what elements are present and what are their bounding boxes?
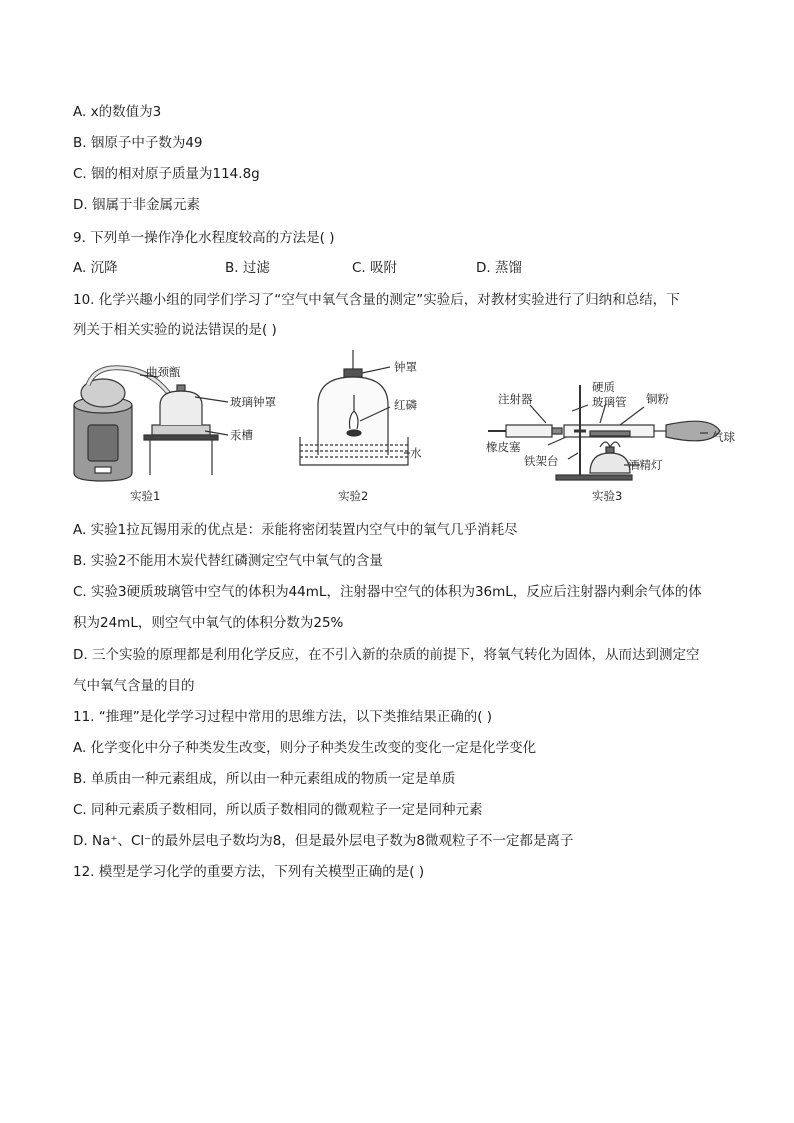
q10-option-d-line1: D. 三个实验的原理都是利用化学反应，在不引入新的杂质的前提下，将氧气转化为固体，从而达到测定空: [73, 647, 700, 663]
q10-option-b: B. 实验2不能用木炭代替红磷测定空气中氧气的含量: [73, 553, 383, 569]
exp3-label-copper-powder: 铜粉: [646, 392, 669, 406]
q10-option-c-line2: 积为24mL，则空气中氧气的体积分数为25%: [73, 615, 344, 631]
q9-option-a: A. 沉降: [73, 260, 118, 276]
exp2-caption: 实验2: [338, 489, 369, 503]
q8-option-a: A. x的数值为3: [73, 104, 162, 120]
exp3-caption: 实验3: [592, 489, 623, 503]
q11-option-c: C. 同种元素质子数相同，所以质子数相同的微观粒子一定是同种元素: [73, 802, 483, 818]
q10-option-a: A. 实验1拉瓦锡用汞的优点是：汞能将密闭装置内空气中的氧气几乎消耗尽: [73, 522, 518, 538]
q10-option-d-line2: 气中氧气含量的目的: [73, 678, 195, 694]
q11-stem: 11. “推理”是化学学习过程中常用的思维方法，以下类推结果正确的( ): [73, 709, 493, 725]
exp1-label-bell-jar: 玻璃钟罩: [230, 395, 276, 409]
exp1-label-trough: 汞槽: [230, 428, 253, 442]
exp3-label-hard-1: 硬质: [592, 380, 615, 394]
exp1-label-retort: 曲颈甑: [146, 365, 181, 379]
q9-option-d: D. 蒸馏: [476, 260, 522, 276]
exp2-label-water: 水: [410, 446, 422, 460]
q11-option-a: A. 化学变化中分子种类发生改变，则分子种类发生改变的变化一定是化学变化: [73, 740, 537, 756]
q10-stem-line1: 10. 化学兴趣小组的同学们学习了“空气中氧气含量的测定”实验后，对教材实验进行了归纳和总结，下: [73, 292, 680, 308]
exp2-label-bell-jar: 钟罩: [394, 360, 417, 374]
q11-option-d: D. Na⁺、Cl⁻的最外层电子数均为8，但是最外层电子数为8微观粒子不一定都是离子: [73, 833, 574, 849]
exp1-caption: 实验1: [130, 489, 161, 503]
q12-stem: 12. 模型是学习化学的重要方法，下列有关模型正确的是( ): [73, 864, 425, 880]
q9-options: [73, 258, 723, 278]
exp3-label-balloon: 气球: [712, 430, 735, 444]
q10-option-c-line1: C. 实验3硬质玻璃管中空气的体积为44mL，注射器中空气的体积为36mL，反应后注射器内剩余气体的体: [73, 584, 702, 600]
exp3-label-syringe: 注射器: [498, 392, 533, 406]
exp2-label-red-phosphorus: 红磷: [394, 398, 417, 412]
q9-option-c: C. 吸附: [352, 260, 398, 276]
q8-option-b: B. 铟原子中子数为49: [73, 135, 203, 151]
q9-stem: 9. 下列单一操作净化水程度较高的方法是( ): [73, 230, 335, 246]
experiment-1-apparatus: [74, 368, 228, 481]
q9-option-b: B. 过滤: [225, 260, 270, 276]
exp3-label-glass-tube: 玻璃管: [592, 395, 627, 409]
experiment-figure: [60, 345, 740, 510]
q8-option-d: D. 铟属于非金属元素: [73, 197, 200, 213]
q11-option-b: B. 单质由一种元素组成，所以由一种元素组成的物质一定是单质: [73, 771, 456, 787]
q10-stem-line2: 列关于相关实验的说法错误的是( ): [73, 322, 277, 338]
exp3-label-alcohol-lamp: 酒精灯: [628, 458, 663, 472]
q8-option-c: C. 铟的相对原子质量为114.8g: [73, 166, 260, 182]
exp3-label-iron-stand: 铁架台: [524, 454, 559, 468]
exp3-label-rubber-stopper: 橡皮塞: [486, 440, 521, 454]
